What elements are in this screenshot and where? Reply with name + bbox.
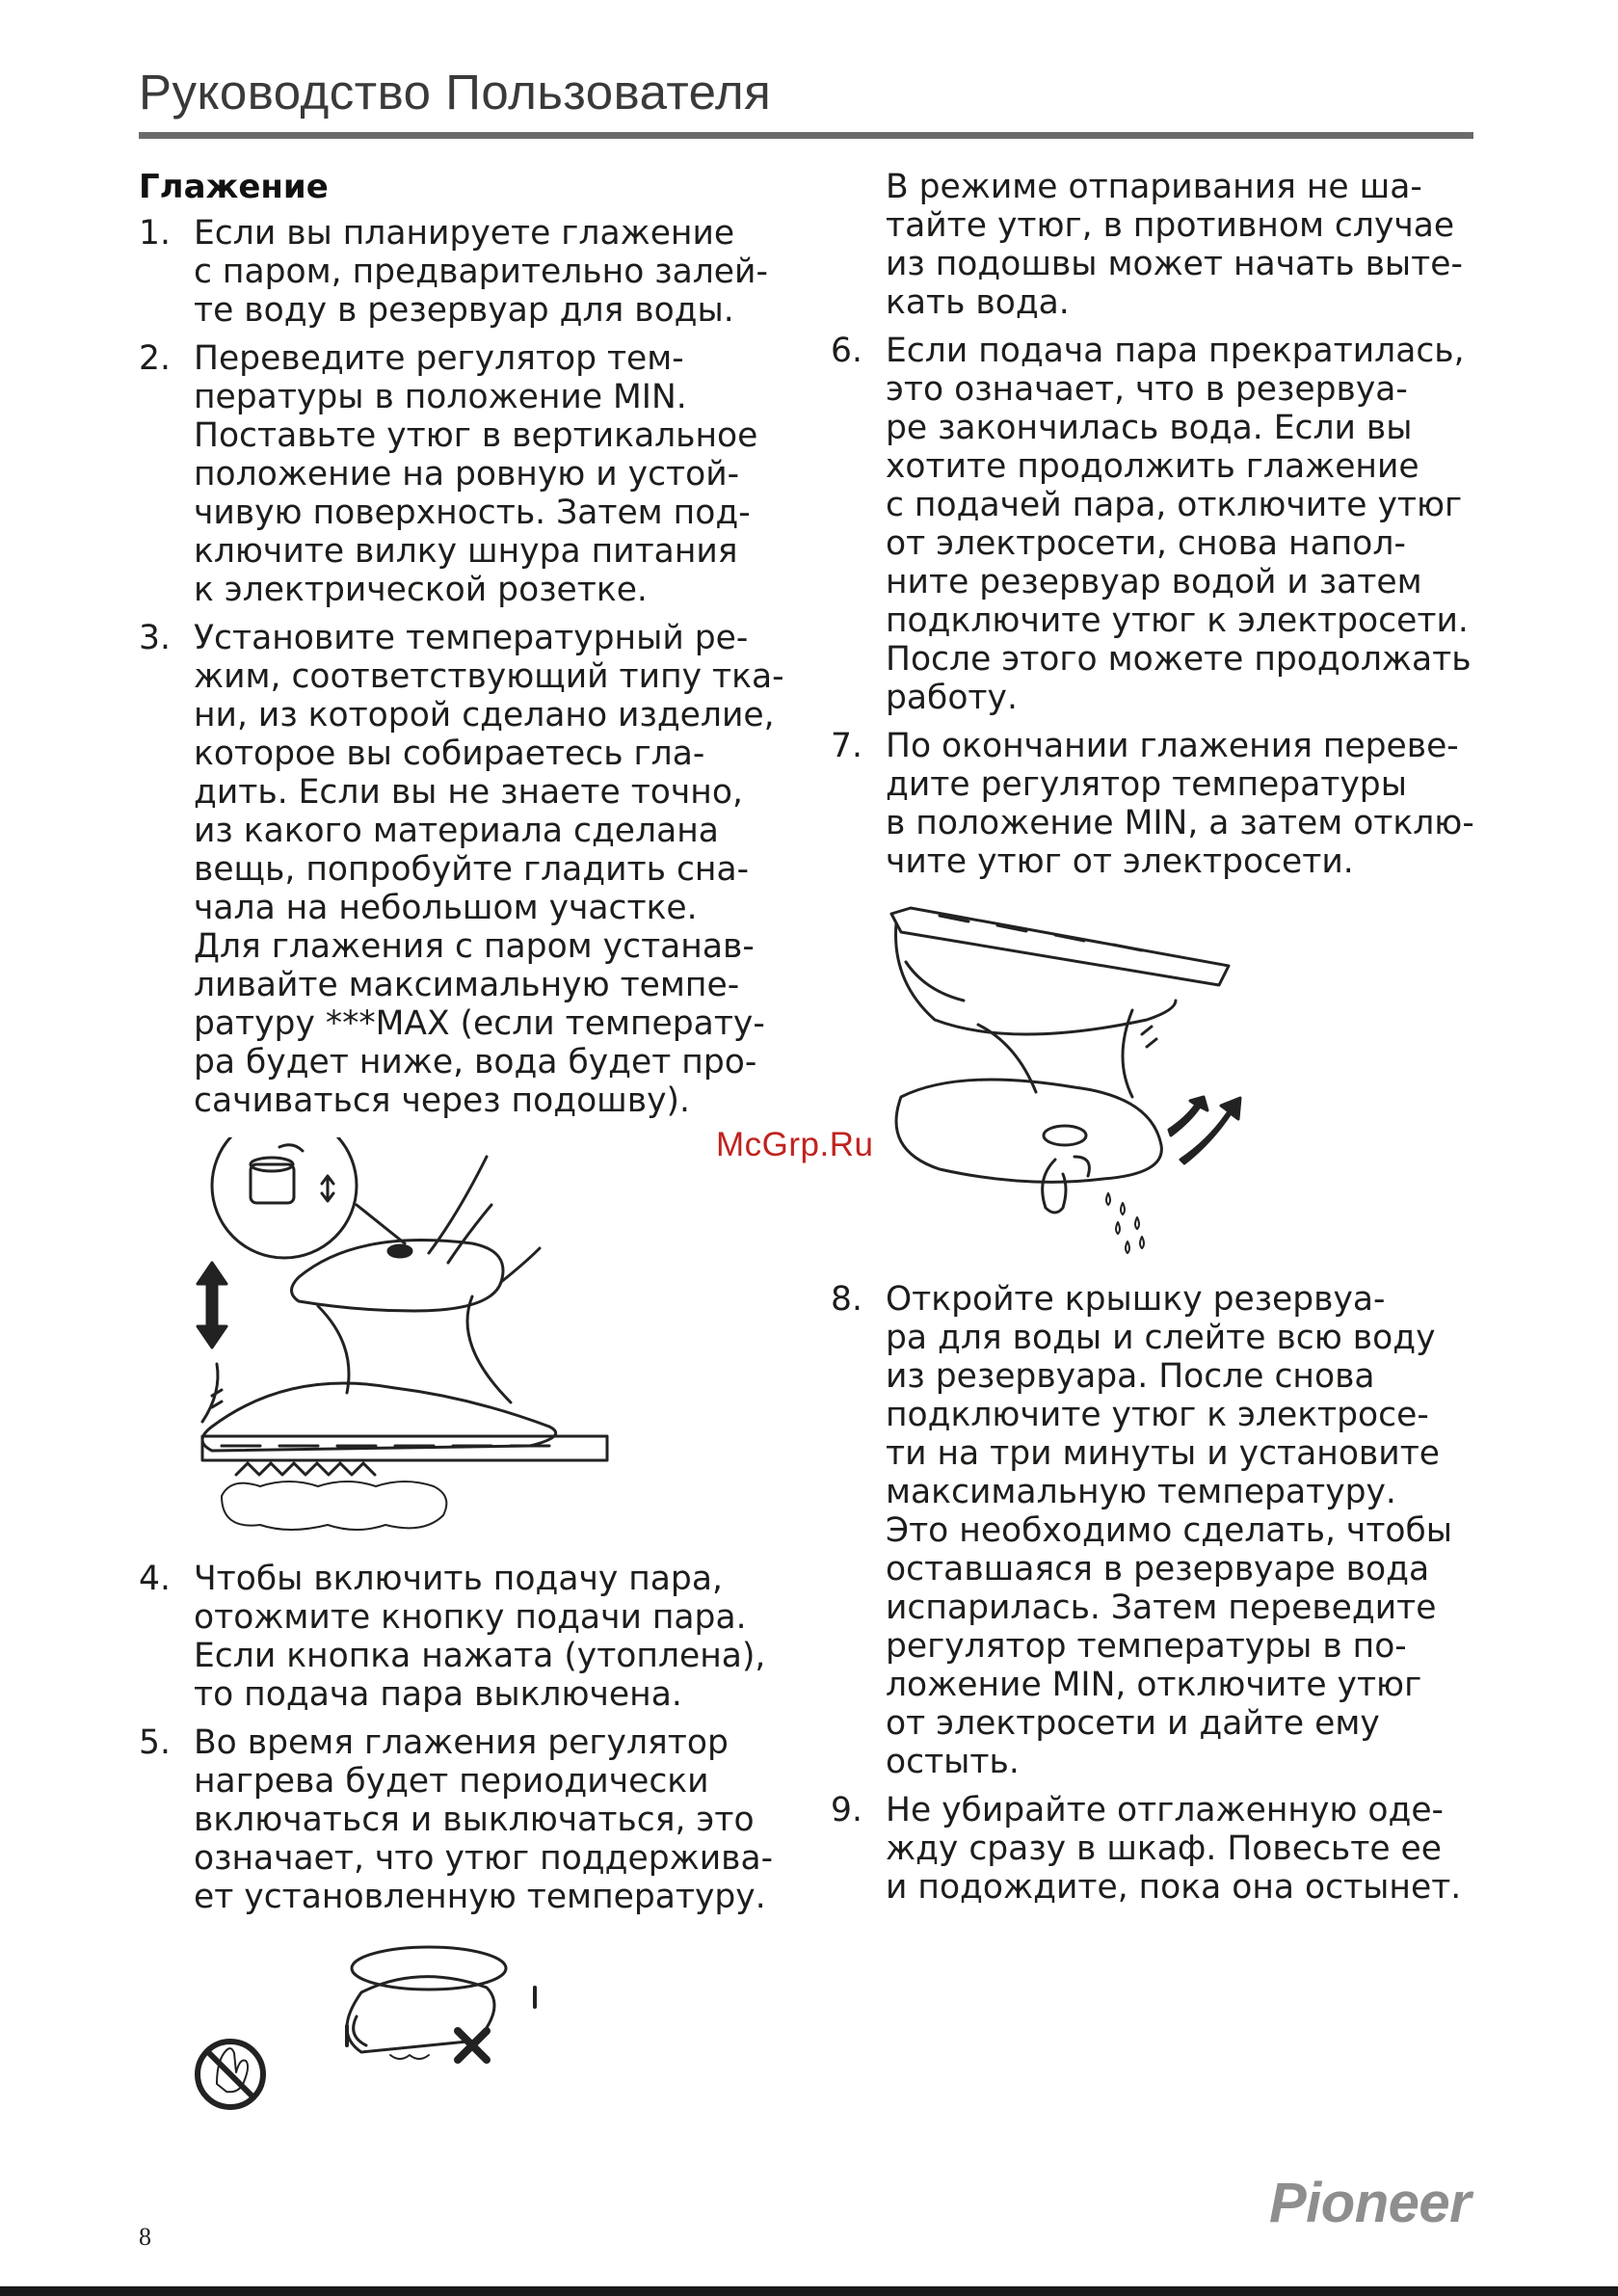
list-item (139, 339, 794, 609)
item-number: 9. (831, 1791, 862, 1829)
item-number: 5. (139, 1723, 171, 1762)
page-number: 8 (139, 2223, 151, 2251)
item-number: 4. (139, 1560, 171, 1598)
header-divider (139, 132, 1473, 139)
list-item (831, 1791, 1486, 1907)
list-item (831, 1280, 1486, 1781)
item-number: 1. (139, 214, 171, 253)
item-text: Переведите регулятор тем- пературы в положение MIN. Поставьте утюг в вертикальное положение на ровную и устой- чивую поверхность. Затем под- ключите вилку шнура питания к электрической розетке. (194, 339, 758, 609)
iron-steam-illustration (183, 1137, 655, 1542)
no-shake-illustration (188, 1939, 573, 2113)
list-item (139, 214, 794, 330)
cross-mark-icon (458, 2031, 487, 2060)
item-number: 7. (831, 727, 862, 765)
item-text: Если подача пара прекратилась, это означает, что в резервуа- ре закончилась вода. Если вы хотите продолжить глажение с подачей пара, отключите утюг от электросети, снова напол- ните резервуар водой и затем подключите утюг к электросети. После этого можете продолжать работу. (886, 332, 1472, 717)
item-text: По окончании глажения переве- дите регулятор температуры в положение MIN, а затем отклю- чите утюг от электросети. (886, 727, 1474, 881)
continuation-text: В режиме отпаривания не ша- тайте утюг, в противном случае из подошвы может начать выте- кать вода. (886, 168, 1463, 322)
list-item (831, 727, 1486, 881)
drain-water-illustration (882, 904, 1267, 1280)
bottom-bar (0, 2286, 1618, 2296)
item-text: Чтобы включить подачу пара, отожмите кнопку подачи пара. Если кнопка нажата (утоплена), то подача пара выключена. (194, 1560, 766, 1714)
section-title: Глажение (139, 168, 329, 206)
left-column-lower (139, 1560, 794, 1926)
rotate-arrow-icon (1180, 1098, 1240, 1163)
inset-circle (212, 1137, 357, 1258)
item-number: 2. (139, 339, 171, 378)
page-title: Руководство Пользователя (139, 65, 772, 120)
double-arrow-icon (198, 1263, 226, 1348)
list-item (831, 332, 1486, 717)
brand-logo: Pioneer (1269, 2172, 1472, 2234)
item-number: 3. (139, 619, 171, 657)
right-column (831, 168, 1486, 891)
item-number: 6. (831, 332, 862, 370)
item-text: Во время глажения регулятор нагрева будет периодически включаться и выключаться, это означает, что утюг поддержива- ет установленную температуру. (194, 1723, 774, 1916)
list-item (139, 619, 794, 1120)
item-text: Откройте крышку резервуа- ра для воды и слейте всю воду из резервуара. После снова подключите утюг к электросе- ти на три минуты и установите максимальную температуру. Это необходимо сделать, чтобы оставшаяся в резервуаре вода испарилась. Затем переведите регулятор температуры в по- ложение MIN, отключите утюг от электросети и дайте ему остыть. (886, 1280, 1453, 1781)
item-text: Если вы планируете глажение с паром, предварительно залей- те воду в резервуар для воды. (194, 214, 768, 330)
right-column-lower (831, 1280, 1486, 1916)
item-text: Установите температурный ре- жим, соответствующий типу тка- ни, из которой сделано изделие, которое вы собираетесь гла- дить. Если вы не знаете точно, из какого материала сделана вещь, попробуйте гладить сна- чала на небольшом участке. Для глажения с паром устанав- ливайте максимальную темпе- ратуру ***MAX (если температу- ра будет ниже, вода будет про- сачиваться через подошву). (194, 619, 784, 1120)
item-text: Не убирайте отглаженную оде- жду сразу в шкаф. Повесьте ее и подождите, пока она остынет. (886, 1791, 1462, 1907)
left-column (139, 214, 794, 1130)
item-number: 8. (831, 1280, 862, 1319)
watermark: McGrp.Ru (716, 1126, 874, 1163)
list-item (139, 1560, 794, 1714)
list-item (139, 1723, 794, 1916)
